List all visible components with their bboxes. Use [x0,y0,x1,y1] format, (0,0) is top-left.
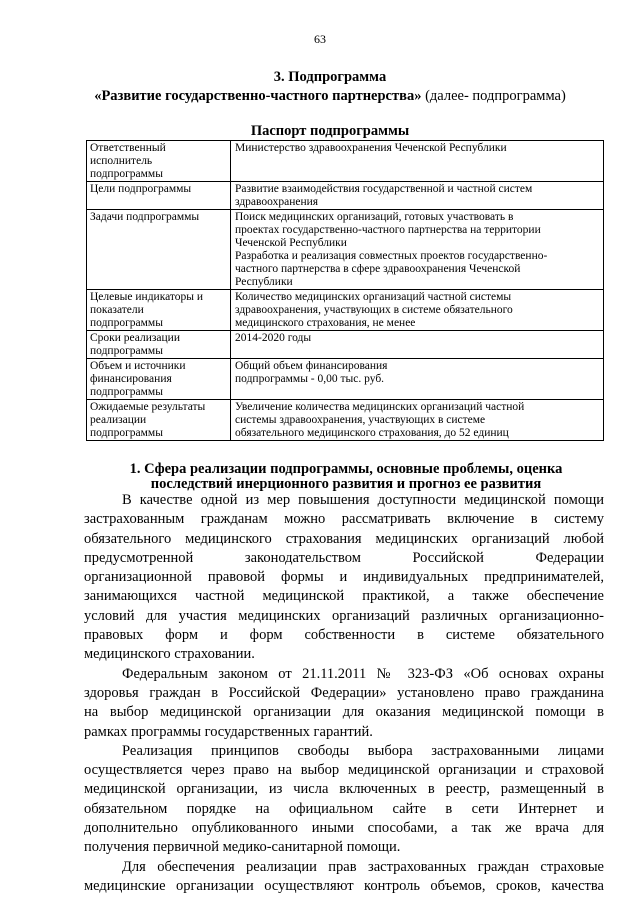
passport-value-line: здравоохранения [235,196,319,208]
body-text-line: занимающихся частной медицинской практикой, а также обеспечение [84,588,604,605]
body-text-line: правовых форм и форм собственности в системе обязательного [84,627,604,644]
passport-label-line: Цели подпрограммы [90,183,192,195]
passport-row-value [231,331,604,359]
passport-label-line: подпрограммы [90,345,163,357]
passport-label-line: реализации [90,414,147,426]
body-text-line: на выбор медицинской организации для оказания медицинской помощи в [84,704,604,721]
passport-value-line: проектах государственно-частного партнерства на территории [235,224,541,236]
passport-value-line: Республики [235,276,293,288]
passport-value-line: Разработка и реализация совместных проектов государственно- [235,250,548,262]
passport-row [87,141,604,182]
passport-row-label [87,359,231,400]
body-text-line: условий для участия медицинских организаций различных организационно- [84,607,604,624]
body-text-line: Федеральным законом от 21.11.2011 № 323-ФЗ «Об основах охраны [122,665,604,682]
passport-value-line: Общий объем финансирования [235,360,388,372]
passport-value-line: медицинского страхования, не менее [235,317,416,329]
section-heading: 3. Подпрограмма [273,69,387,85]
body-text-line: Реализация принципов свободы выбора застрахованными лицами [122,742,604,759]
passport-row-label [87,290,231,331]
body-text-line: медицинской организации, из числа включенных в реестр, размещенный в [84,781,604,798]
passport-label-line: Ответственный [90,142,166,154]
passport-row [87,331,604,359]
passport-label-line: Объем и источники [90,360,186,372]
passport-row-value [231,210,604,290]
passport-value-line: Чеченской Республики [235,237,347,249]
passport-label-line: подпрограммы [90,317,163,329]
passport-row-value [231,290,604,331]
passport-row-value [231,359,604,400]
subprogram-title-bold: «Развитие государственно-частного партнерства» [94,88,422,104]
body-text-line: обязательного медицинского страхования медицинских организаций любой [84,530,604,547]
body-text [84,491,604,896]
passport-row-label [87,400,231,441]
passport-value-line: Министерство здравоохранения Чеченской Республики [235,142,507,154]
body-text-line: здоровья граждан в Российской Федерации» установлено право гражданина [84,684,604,701]
passport-label-line: Целевые индикаторы и [90,291,204,303]
body-text-line: обязательном порядке на официальном сайте в сети Интернет и [84,800,604,817]
body-text-line: получения первичной медико-санитарной помощи. [84,839,401,856]
passport-label-line: Ожидаемые результаты [90,401,206,413]
page-number: 63 [314,32,326,46]
passport-label-line: подпрограммы [90,386,163,398]
body-text-line: медицинского страховании. [84,646,255,663]
body-text-line: дополнительно опубликованного иными способами, а так же врача для [84,820,604,837]
subprogram-title [60,87,600,105]
passport-row [87,290,604,331]
passport-row-value [231,182,604,210]
body-text-line: предусмотренной законодательством Российской Федерации [84,549,604,566]
passport-label-line: финансирования [90,373,172,385]
passport-row [87,182,604,210]
passport-label-line: Сроки реализации [90,332,180,344]
body-text-line: застрахованным гражданам можно рассматривать включение в систему [84,511,604,528]
passport-label-line: подпрограммы [90,427,163,439]
subprogram-title-suffix: (далее- подпрограмма) [421,88,566,104]
passport-value-line: частного партнерства в сфере здравоохранения Чеченской [235,263,521,275]
passport-row-label [87,141,231,182]
section-1-heading [96,462,596,492]
passport-value-line: обязательного медицинского страхования, до 52 единиц [235,427,509,439]
passport-value-line: 2014-2020 годы [235,332,312,344]
passport-row [87,210,604,290]
body-text-line: осуществляется через право на выбор медицинской организации и страховой [84,762,604,779]
section-1-heading-line: 1. Сфера реализации подпрограммы, основные проблемы, оценка [129,461,563,477]
passport-value-line: Количество медицинских организаций частной системы [235,291,512,303]
passport-row-label [87,210,231,290]
section-1-heading-line: последствий инерционного развития и прогноз ее развития [150,476,542,492]
passport-row [87,359,604,400]
passport-value-line: системы здравоохранения, участвующих в системе [235,414,486,426]
body-text-line: В качестве одной из мер повышения доступности медицинской помощи [122,492,604,508]
passport-value-line: Увеличение количества медицинских организаций частной [235,401,525,413]
passport-row-label [87,331,231,359]
passport-label-line: Задачи подпрограммы [90,211,200,223]
passport-value-line: Развитие взаимодействия государственной и частной систем [235,183,533,195]
passport-label-line: подпрограммы [90,168,163,180]
body-text-line: Для обеспечения реализации прав застрахованных граждан страховые [122,858,604,875]
passport-row-label [87,182,231,210]
passport-value-line: Поиск медицинских организаций, готовых участвовать в [235,211,514,223]
passport-label-line: показатели [90,304,144,316]
body-text-line: рамках программы государственных гарантий. [84,723,373,740]
passport-row [87,400,604,441]
passport-label-line: исполнитель [90,155,153,167]
body-text-line: организационной правовой формы и индивидуальных предпринимателей, [84,569,604,586]
passport-title: Паспорт подпрограммы [250,123,410,139]
passport-row-value [231,141,604,182]
passport-row-value [231,400,604,441]
passport-value-line: здравоохранения, участвующих в системе обязательного [235,304,513,316]
passport-table [86,140,604,441]
body-text-line: медицинские организации осуществляют контроль объемов, сроков, качества [84,877,604,894]
passport-value-line: подпрограммы - 0,00 тыс. руб. [235,373,385,385]
